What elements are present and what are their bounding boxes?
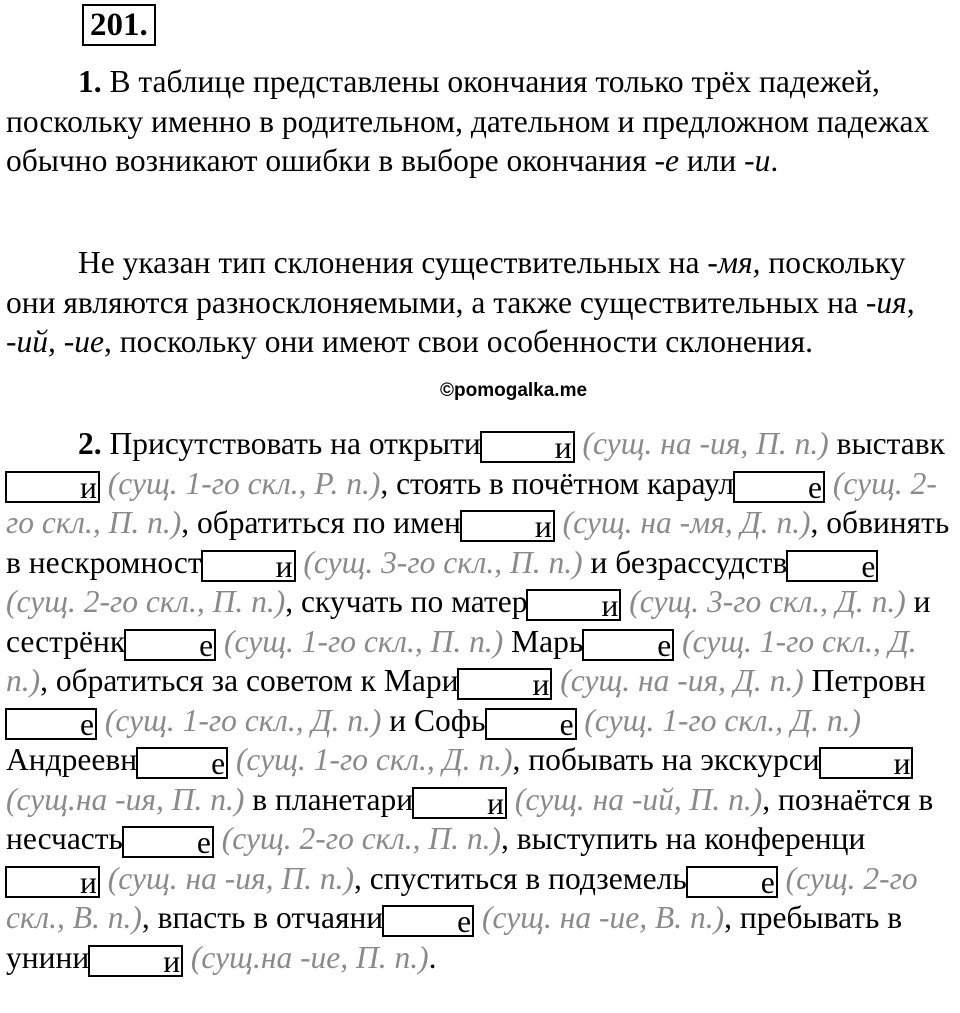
- phrase-separator: ,: [285, 584, 301, 619]
- suffix-i: -и: [744, 143, 771, 178]
- phrase-stem: стоять в почётном караул: [396, 465, 735, 501]
- suffix-mya: -мя,: [707, 245, 761, 280]
- phrase-separator: ,: [380, 465, 397, 501]
- ending-box: е: [124, 629, 216, 661]
- grammar-note: (сущ. 2-го скл., В. п.): [6, 860, 918, 935]
- ending-box: и: [460, 510, 555, 542]
- phrase-separator: и: [582, 544, 616, 580]
- phrase-stem: обратиться за советом к Мари: [55, 663, 459, 698]
- grammar-note: (сущ. 1-го скл., Р. п.): [99, 465, 381, 501]
- part-1-text-b: или: [678, 143, 745, 178]
- phrase-stem: познаётся в несчасть: [6, 781, 934, 856]
- grammar-note: (сущ. 3-го скл., Д. п.): [621, 584, 906, 619]
- grammar-note: (сущ. на -ий, П. п.): [507, 781, 763, 817]
- grammar-note: (сущ. 2-го скл., П. п.): [6, 584, 286, 619]
- phrase-stem: безрассудств: [615, 544, 788, 580]
- ending-box: е: [786, 550, 878, 582]
- watermark: ©pomogalka.me: [440, 380, 588, 401]
- ending-box: и: [412, 787, 507, 819]
- grammar-note: (сущ. 3-го скл., П. п.): [295, 544, 583, 580]
- phrase-separator: [829, 426, 837, 461]
- ending-box: и: [526, 589, 621, 621]
- grammar-note: (сущ.на -ие, П. п.): [183, 939, 429, 975]
- grammar-note: (сущ. на -ия, П. п.): [99, 860, 354, 896]
- phrase-stem: пребывать в унини: [6, 900, 903, 975]
- grammar-note: (сущ. на -ия, Д. п.): [552, 663, 804, 698]
- ending-box: и: [480, 431, 575, 463]
- ending-box: е: [122, 826, 214, 858]
- grammar-note: (сущ. 1-го скл., Д. п.): [228, 742, 513, 777]
- phrase-separator: ,: [810, 505, 827, 540]
- phrase-stem: спуститься в подземель: [369, 860, 687, 896]
- task-number-box: 201.: [82, 4, 156, 46]
- grammar-note: (сущ. на -ие, В. п.): [474, 900, 725, 935]
- phrase-separator: ,: [501, 821, 517, 856]
- phrase-stem: сестрёнк: [6, 623, 126, 659]
- ending-box: и: [457, 668, 552, 700]
- ending-box: е: [382, 905, 474, 937]
- ending-box: и: [88, 945, 183, 977]
- grammar-note: (сущ.на -ия, П. п.): [6, 781, 245, 817]
- phrase-stem: Присутствовать на открыти: [101, 426, 481, 461]
- grammar-note: (сущ. на -мя, Д. п.): [554, 505, 811, 540]
- suffix-list: -ия, -ий, -ие: [6, 284, 915, 359]
- ending-box: е: [733, 471, 825, 503]
- phrase-separator: ,: [724, 900, 740, 935]
- phrase-stem: в планетари: [252, 781, 414, 817]
- phrase-stem: Андреевн: [6, 742, 138, 777]
- grammar-note: (сущ. 1-го скл., П. п.): [216, 623, 504, 659]
- ending-box: и: [5, 471, 100, 503]
- grammar-note: (сущ. 1-го скл., Д. п.): [96, 702, 382, 738]
- phrase-separator: ,: [354, 860, 370, 896]
- part-1b-text-a: Не указан тип склонения существительных на: [78, 245, 708, 280]
- phrase-stem: Марь: [511, 623, 584, 659]
- phrase-separator: и: [381, 702, 415, 738]
- part-1-text-c: .: [770, 143, 779, 178]
- phrase-stem: Софь: [414, 702, 486, 738]
- phrase-separator: [804, 663, 812, 698]
- part-1-number: 1.: [78, 64, 102, 99]
- phrase-stem: выступить на конференци: [516, 821, 866, 856]
- grammar-note: (сущ. 2-го скл., П. п.): [213, 821, 502, 856]
- phrase-separator: ,: [40, 663, 56, 698]
- phrase-separator: .: [428, 939, 437, 975]
- paragraph-part-2: [6, 424, 956, 977]
- ending-box: е: [5, 708, 97, 740]
- part-1b-text-c: , поскольку они имеют свои особенности склонения.: [103, 324, 813, 359]
- phrase-separator: ,: [762, 781, 779, 817]
- phrase-separator: ,: [181, 505, 197, 540]
- phrase-stem: побывать на экскурси: [528, 742, 820, 777]
- grammar-note: (сущ. на -ия, П. п.): [574, 426, 829, 461]
- phrase-stem: выставк: [836, 426, 945, 461]
- ending-box: и: [819, 747, 914, 779]
- ending-box: е: [136, 747, 228, 779]
- phrase-stem: обвинять в нескромност: [6, 505, 950, 580]
- grammar-note: (сущ. 1-го скл., Д. п.): [6, 623, 917, 698]
- phrase-separator: ,: [512, 742, 529, 777]
- phrase-stem: обратиться по имен: [196, 505, 461, 540]
- phrase-stem: скучать по матер: [301, 584, 528, 619]
- part-2-number: 2.: [78, 426, 102, 461]
- suffix-e: -е: [654, 143, 679, 178]
- phrase-separator: и: [905, 584, 931, 619]
- phrase-separator: ,: [141, 900, 158, 935]
- phrase-separator: [503, 624, 511, 659]
- ending-box: е: [582, 629, 674, 661]
- phrase-stem: впасть в отчаяни: [157, 900, 384, 935]
- ending-box: и: [201, 550, 296, 582]
- grammar-note: (сущ. 2-го скл., П. п.): [6, 465, 937, 540]
- paragraph-part-1b: [6, 243, 956, 362]
- ending-box: и: [5, 866, 100, 898]
- ending-box: е: [686, 866, 778, 898]
- phrase-stem: Петровн: [811, 663, 926, 698]
- ending-box: е: [485, 708, 577, 740]
- paragraph-part-1: [6, 62, 956, 181]
- part-1b-text-b: поскольку они являются разносклоняемыми, а также существительных на: [6, 245, 906, 320]
- part-1-text-a: В таблице представлены окончания только трёх падежей, поскольку именно в родительном, дательном и предложном падежах обычно возникают ошибки в выборе окончания: [6, 64, 930, 178]
- grammar-note: (сущ. 1-го скл., Д. п.): [576, 702, 861, 738]
